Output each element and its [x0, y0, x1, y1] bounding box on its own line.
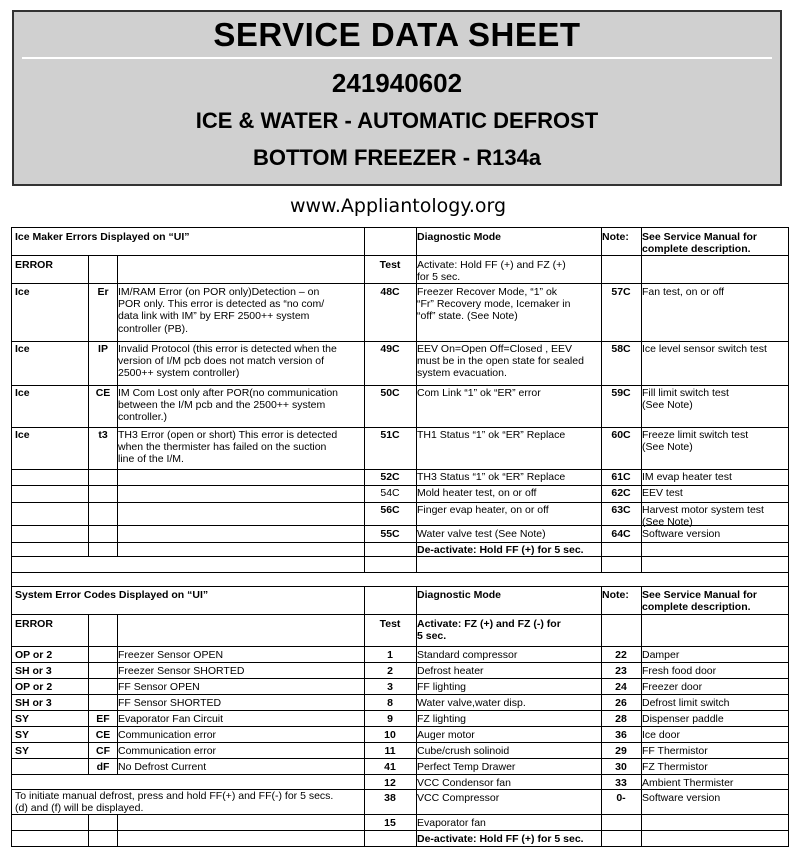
error-description: controller (PB). — [118, 322, 189, 335]
note-description: (See Note) — [642, 441, 693, 454]
test-description: Water valve test (See Note) — [417, 528, 546, 540]
row-divider — [12, 283, 788, 284]
row-divider — [12, 614, 788, 615]
website-link[interactable]: www.Appliantology.org — [289, 195, 507, 217]
error-description: data link with IM” by ERF 2500++ system — [118, 310, 310, 323]
note-description: EEV test — [642, 487, 683, 499]
note-code: 58C — [611, 343, 631, 355]
error-description: Communication error — [118, 745, 217, 757]
column-divider — [88, 255, 89, 556]
row-divider — [12, 502, 788, 503]
note-code: 0- — [616, 792, 626, 804]
test-description: EEV On=Open Off=Closed , EEV — [417, 343, 573, 355]
activate-instruction: 5 sec. — [417, 630, 447, 643]
error-description: Communication error — [118, 729, 217, 741]
test-description: TH3 Status “1” ok “ER” Replace — [417, 471, 566, 483]
note-code: 61C — [611, 471, 631, 483]
row-divider — [12, 710, 788, 711]
error-subcode: Er — [97, 286, 109, 298]
row-divider — [12, 385, 788, 386]
error-description: Freezer Sensor OPEN — [118, 649, 224, 661]
test-code: 54C — [380, 487, 400, 499]
note-code: 23 — [615, 665, 627, 677]
test-code: 2 — [387, 665, 393, 677]
test-description: TH1 Status “1” ok “ER” Replace — [417, 429, 566, 441]
service-manual-header: See Service Manual for — [642, 231, 757, 243]
column-divider — [88, 614, 89, 774]
error-label: ERROR — [15, 259, 53, 271]
ice-maker-errors-header: Ice Maker Errors Displayed on “UI” — [15, 231, 190, 243]
test-code: 50C — [380, 387, 400, 399]
test-code: 1 — [387, 649, 393, 661]
row-divider — [12, 341, 788, 342]
error-subcode: CF — [96, 745, 110, 757]
note-description: (See Note) — [642, 399, 693, 412]
note-code: 26 — [615, 697, 627, 709]
note-code: 33 — [615, 777, 627, 789]
row-divider — [12, 774, 788, 775]
test-description: Standard compressor — [417, 649, 518, 661]
note-description: Freezer door — [642, 681, 703, 693]
error-subcode: IP — [98, 343, 108, 355]
manual-defrost-instruction: (d) and (f) will be displayed. — [15, 802, 144, 815]
test-code: 38 — [384, 792, 396, 804]
row-divider — [12, 758, 788, 759]
test-description: must be in the open state for sealed — [417, 355, 584, 368]
error-subcode: CE — [95, 387, 111, 399]
error-description: Freezer Sensor SHORTED — [118, 665, 245, 677]
test-code: 15 — [384, 817, 396, 829]
note-header: Note: — [602, 231, 629, 243]
column-divider — [641, 228, 642, 572]
activate-instruction: Activate: Hold FF (+) and FZ (+) — [417, 259, 566, 271]
note-header: Note: — [602, 589, 629, 601]
column-divider — [117, 614, 118, 774]
test-description: system evacuation. — [417, 367, 507, 380]
test-description: Perfect Temp Drawer — [417, 761, 516, 773]
test-label: Test — [379, 259, 401, 271]
error-code: SH or 3 — [15, 665, 52, 677]
row-divider — [12, 646, 788, 647]
note-code: 57C — [611, 286, 631, 298]
service-manual-header: complete description. — [642, 243, 751, 256]
error-description: POR only. This error is detected as “no com/ — [118, 298, 325, 311]
note-description: Fan test, on or off — [642, 286, 725, 298]
note-code: 59C — [611, 387, 631, 399]
error-code: OP or 2 — [15, 649, 53, 661]
error-code: SY — [15, 745, 30, 757]
note-description: Freeze limit switch test — [642, 429, 749, 441]
test-description: FZ lighting — [417, 713, 467, 725]
column-divider — [364, 586, 365, 846]
product-line-2: BOTTOM FREEZER - R134a — [252, 145, 542, 170]
test-description: Water valve,water disp. — [417, 697, 526, 709]
note-code: 28 — [615, 713, 627, 725]
column-divider — [364, 228, 365, 572]
note-description: Damper — [642, 649, 680, 661]
note-description: Defrost limit switch — [642, 697, 730, 709]
error-code: SH or 3 — [15, 697, 52, 709]
column-divider — [88, 814, 89, 846]
test-description: FF lighting — [417, 681, 467, 693]
error-description: when the thermister has failed on the suction — [118, 441, 327, 454]
test-code: 51C — [380, 429, 400, 441]
test-description: Defrost heater — [417, 665, 484, 677]
error-code: SY — [15, 729, 30, 741]
test-label: Test — [379, 618, 401, 630]
test-code: 52C — [380, 471, 400, 483]
note-description: Fill limit switch test — [642, 387, 729, 399]
error-label: ERROR — [15, 618, 53, 630]
test-description: “Fr” Recovery mode, Icemaker in — [417, 298, 571, 311]
note-code: 24 — [615, 681, 627, 693]
note-code: 29 — [615, 745, 627, 757]
service-manual-header: complete description. — [642, 601, 751, 614]
test-description: Cube/crush solinoid — [417, 745, 510, 757]
test-description: Finger evap heater, on or off — [417, 504, 549, 516]
note-description: (See Note) — [642, 516, 693, 529]
test-code: 41 — [384, 761, 396, 773]
row-divider — [12, 678, 788, 679]
error-subcode: dF — [96, 761, 110, 773]
note-code: 36 — [615, 729, 627, 741]
test-code: 55C — [380, 528, 400, 540]
test-code: 8 — [387, 697, 393, 709]
activate-instruction: for 5 sec. — [417, 271, 461, 284]
error-code: OP or 2 — [15, 681, 53, 693]
note-description: Dispenser paddle — [642, 713, 724, 725]
test-code: 3 — [387, 681, 393, 693]
test-code: 9 — [387, 713, 393, 725]
test-code: 48C — [380, 286, 400, 298]
row-divider — [12, 469, 788, 470]
note-code: 30 — [615, 761, 627, 773]
note-code: 64C — [611, 528, 631, 540]
test-description: VCC Compressor — [417, 792, 500, 804]
row-divider — [12, 662, 788, 663]
test-description: Com Link “1” ok “ER” error — [417, 387, 541, 399]
note-description: Software version — [642, 528, 721, 540]
error-code: SY — [15, 713, 30, 725]
column-divider — [601, 228, 602, 572]
error-description: line of the I/M. — [118, 453, 184, 466]
note-description: IM evap heater test — [642, 471, 732, 483]
error-description: Invalid Protocol (this error is detected when the — [118, 343, 337, 355]
column-divider — [117, 814, 118, 846]
note-description: Ambient Thermister — [642, 777, 734, 789]
column-divider — [416, 586, 417, 846]
model-number: 241940602 — [331, 68, 463, 98]
error-subcode: t3 — [98, 429, 108, 441]
error-description: FF Sensor OPEN — [118, 681, 200, 693]
error-description: 2500++ system controller) — [118, 367, 240, 380]
error-description: Evaporator Fan Circuit — [118, 713, 224, 725]
system-error-codes-header: System Error Codes Displayed on “UI” — [15, 589, 209, 601]
deactivate-instruction: De-activate: Hold FF (+) for 5 sec. — [417, 833, 584, 845]
column-divider — [416, 228, 417, 572]
test-code: 11 — [384, 745, 396, 757]
title-banner — [12, 10, 782, 186]
title-divider — [22, 57, 772, 59]
sheet-title: SERVICE DATA SHEET — [213, 16, 581, 53]
row-divider — [12, 542, 788, 543]
deactivate-instruction: De-activate: Hold FF (+) for 5 sec. — [417, 544, 584, 556]
error-description: IM Com Lost only after POR(no communication — [118, 387, 338, 399]
row-divider — [12, 572, 788, 573]
manual-defrost-instruction: To initiate manual defrost, press and hold FF(+) and FF(-) for 5 secs. — [15, 790, 334, 802]
diagnostic-mode-header: Diagnostic Mode — [417, 589, 502, 601]
error-code: Ice — [15, 343, 30, 355]
product-line-1: ICE & WATER - AUTOMATIC DEFROST — [195, 108, 599, 133]
note-description: Ice door — [642, 729, 680, 741]
service-table — [11, 227, 789, 847]
note-description: Harvest motor system test — [642, 504, 764, 516]
error-description: TH3 Error (open or short) This error is detected — [118, 429, 338, 441]
test-description: Freezer Recover Mode, “1” ok — [417, 286, 558, 298]
note-description: Ice level sensor switch test — [642, 343, 767, 355]
error-description: between the I/M pcb and the 2500++ system — [118, 399, 326, 412]
test-description: Evaporator fan — [417, 817, 486, 829]
note-code: 22 — [615, 649, 627, 661]
diagnostic-mode-header: Diagnostic Mode — [417, 231, 502, 243]
error-description: FF Sensor SHORTED — [118, 697, 222, 709]
error-description: controller.) — [118, 411, 168, 424]
error-description: version of I/M pcb does not match version of — [118, 355, 325, 368]
note-code: 62C — [611, 487, 631, 499]
row-divider — [12, 427, 788, 428]
error-code: Ice — [15, 387, 30, 399]
error-code: Ice — [15, 286, 30, 298]
service-manual-header: See Service Manual for — [642, 589, 757, 601]
note-code: 63C — [611, 504, 631, 516]
note-description: FZ Thermistor — [642, 761, 708, 773]
note-code: 60C — [611, 429, 631, 441]
row-divider — [12, 694, 788, 695]
row-divider — [12, 586, 788, 587]
test-code: 49C — [380, 343, 400, 355]
note-description: FF Thermistor — [642, 745, 708, 757]
error-description: No Defrost Current — [118, 761, 207, 773]
error-subcode: CE — [95, 729, 111, 741]
test-description: VCC Condensor fan — [417, 777, 511, 789]
column-divider — [601, 586, 602, 846]
row-divider — [12, 742, 788, 743]
column-divider — [641, 586, 642, 846]
activate-instruction: Activate: FZ (+) and FZ (-) for — [417, 618, 561, 630]
row-divider — [12, 556, 788, 557]
test-code: 56C — [380, 504, 400, 516]
test-description: Mold heater test, on or off — [417, 487, 537, 499]
row-divider — [12, 726, 788, 727]
column-divider — [117, 255, 118, 556]
test-description: “off” state. (See Note) — [417, 310, 518, 323]
error-description: IM/RAM Error (on POR only)Detection – on — [118, 286, 320, 298]
row-divider — [12, 485, 788, 486]
error-code: Ice — [15, 429, 30, 441]
test-description: Auger motor — [417, 729, 475, 741]
test-code: 10 — [384, 729, 396, 741]
row-divider — [12, 830, 788, 831]
test-code: 12 — [384, 777, 396, 789]
error-subcode: EF — [96, 713, 110, 725]
note-description: Fresh food door — [642, 665, 717, 677]
note-description: Software version — [642, 792, 721, 804]
